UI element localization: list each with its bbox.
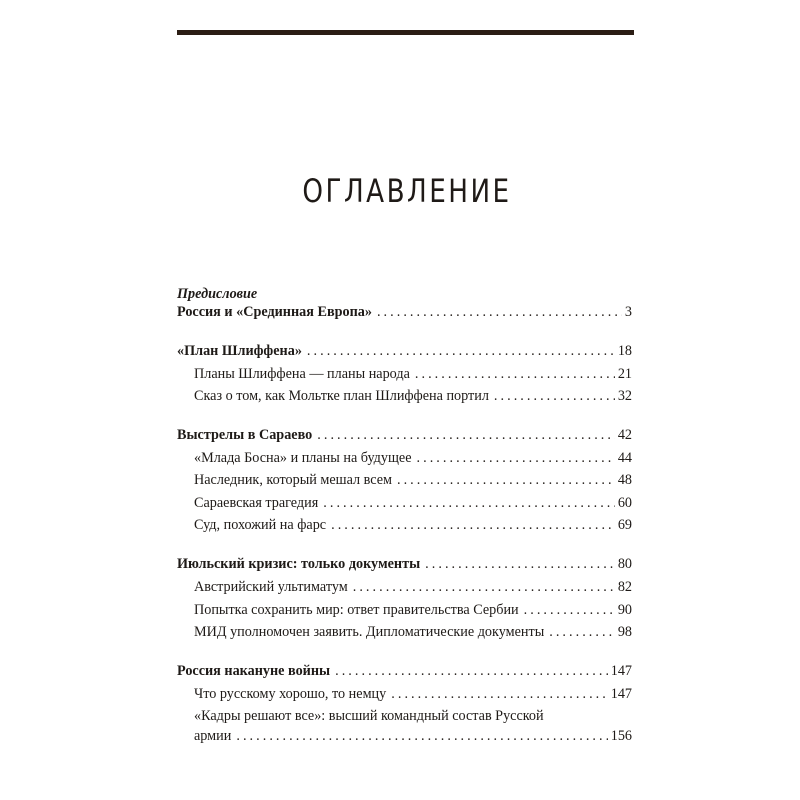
- toc-entry-title: Сараевская трагедия: [194, 495, 319, 511]
- dot-leader: [415, 364, 615, 384]
- toc-entry-page: 60: [617, 495, 632, 511]
- toc-entry-section[interactable]: [177, 554, 632, 574]
- toc-entry-page: 82: [617, 579, 632, 595]
- toc-entry-subsection[interactable]: [194, 448, 632, 468]
- toc-entry-page: 147: [610, 663, 632, 679]
- toc-entry-section[interactable]: [177, 302, 632, 322]
- toc-entry-subsection[interactable]: [194, 622, 632, 642]
- toc-entry-subsection[interactable]: [194, 515, 632, 535]
- toc-entry-title: Россия и «Срединная Европа»: [177, 304, 372, 320]
- toc-entry-section[interactable]: [177, 661, 632, 681]
- dot-leader: [524, 600, 615, 620]
- dot-leader: [417, 448, 615, 468]
- preface-label: Предисловие: [177, 286, 258, 302]
- toc-entry-subsection-first-line[interactable]: [194, 706, 632, 726]
- toc-entry-title: Сказ о том, как Мольтке план Шлиффена портил: [194, 388, 489, 404]
- toc-entry-title: Попытка сохранить мир: ответ правительства Сербии: [194, 602, 519, 618]
- toc-entry-title: Планы Шлиффена — планы народа: [194, 366, 410, 382]
- toc-entry-title: Выстрелы в Сараево: [177, 427, 313, 443]
- toc-entry-section[interactable]: [177, 341, 632, 361]
- toc-entry-subsection[interactable]: [194, 470, 632, 490]
- dot-leader: [494, 386, 615, 406]
- toc-entry-subsection[interactable]: [194, 577, 632, 597]
- dot-leader: [335, 661, 608, 681]
- toc-entry-page: 44: [617, 450, 632, 466]
- toc-entry-page: 90: [617, 602, 632, 618]
- toc-entry-title: Австрийский ультиматум: [194, 579, 348, 595]
- dot-leader: [549, 622, 615, 642]
- toc-entry-page: 42: [617, 427, 632, 443]
- toc-entry-page: 80: [617, 556, 632, 572]
- toc-entry-title: Наследник, который мешал всем: [194, 472, 392, 488]
- dot-leader: [317, 425, 615, 445]
- dot-leader: [377, 302, 622, 322]
- toc-entry-page: 156: [610, 728, 632, 744]
- dot-leader: [331, 515, 615, 535]
- toc-entry-page: 18: [617, 343, 632, 359]
- dot-leader: [236, 726, 607, 746]
- toc-entry-subsection[interactable]: [194, 386, 632, 406]
- toc-entry-title: Россия накануне войны: [177, 663, 331, 679]
- dot-leader: [391, 684, 607, 704]
- toc-entry-title: МИД уполномочен заявить. Дипломатические документы: [194, 624, 545, 640]
- toc-entry-page: 147: [610, 686, 632, 702]
- top-rule: [177, 30, 634, 35]
- toc-entry-page: 98: [617, 624, 632, 640]
- toc-entry-section[interactable]: [177, 425, 632, 445]
- dot-leader: [323, 493, 615, 513]
- toc-entry-page: 32: [617, 388, 632, 404]
- toc-entry-subsection[interactable]: [194, 684, 632, 704]
- page-title: ОГЛАВЛЕНИЕ: [302, 172, 512, 210]
- dot-leader: [425, 554, 615, 574]
- toc-entry-subsection[interactable]: [194, 600, 632, 620]
- toc-entry-page: 69: [617, 517, 632, 533]
- toc-entry-subsection[interactable]: [194, 726, 632, 746]
- toc-entry-subsection[interactable]: [194, 364, 632, 384]
- dot-leader: [307, 341, 615, 361]
- toc-entry-title: «Кадры решают все»: высший командный состав Русской: [194, 708, 544, 724]
- toc-entry-page: 21: [617, 366, 632, 382]
- dot-leader: [397, 470, 615, 490]
- toc-entry-subsection[interactable]: [194, 493, 632, 513]
- dot-leader: [353, 577, 615, 597]
- toc-entry-title: Суд, похожий на фарс: [194, 517, 327, 533]
- toc-entry-title: «План Шлиффена»: [177, 343, 302, 359]
- toc-entry-page: 3: [624, 304, 632, 320]
- toc-entry-title: Июльский кризис: только документы: [177, 556, 421, 572]
- toc-entry-title: армии: [194, 728, 232, 744]
- toc-entry-page: 48: [617, 472, 632, 488]
- toc-entry-title: Что русскому хорошо, то немцу: [194, 686, 387, 702]
- toc-entry-title: «Млада Босна» и планы на будущее: [194, 450, 412, 466]
